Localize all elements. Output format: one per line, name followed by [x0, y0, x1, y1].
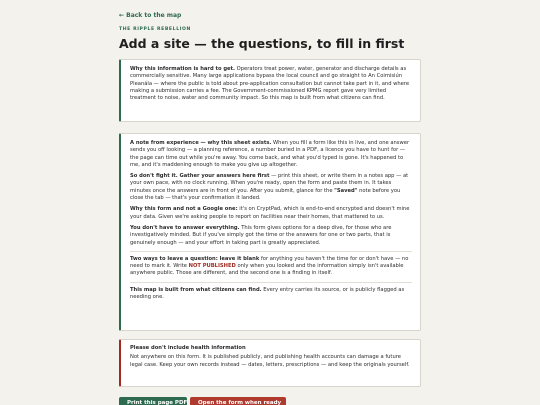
- not-published-flag: NOT PUBLISHED: [188, 263, 236, 270]
- intro-text: Operators treat power, water, generator and discharge details as commercially sensitive. Many large applications bypass the local council and go straight to An Coimisiún Pleanála — where the public is told about pre-application consultation but cannot take part in it, and where making a submission carries a fee. The Government-commissioned KPMG report gave very limited treatment to noise, water and community impact. So this map is built from what citizens can find.: [130, 66, 410, 102]
- health-warning-card: [119, 339, 421, 387]
- guide-paragraph-gather: [130, 173, 412, 202]
- intro-lead: Why this information is hard to get.: [130, 66, 235, 72]
- guide-paragraph-experience: [130, 140, 412, 169]
- guide-paragraph-optional: [130, 225, 412, 247]
- saved-note: "Saved": [334, 187, 358, 194]
- guide-gather-lead: So don't fight it. Gather your answers here first: [130, 173, 270, 180]
- guide-experience-text: When you fill a form like this in live, and one answer sends you off looking — a planning reference, a number buried in a PDF, a licence you have to hunt for — the page can time out while you're away. You come back, and what you'd typed is gone. It's happened to me, and it's maddening enough to make you give up altogether.: [130, 140, 410, 168]
- guide-blank-text-end: only when you looked and the information simply isn't available anywhere public. Those are different, and the second one is a finding in itself.: [130, 263, 404, 277]
- guide-cryptpad-text: it's on CryptPad, which is end-to-end encrypted and doesn't mine your data. Given we're asking people to report on facilities near their homes, that mattered to us.: [130, 206, 410, 220]
- guide-blank-text: for anything you haven't the time for or don't have — no need to mark it. Write: [130, 255, 409, 270]
- print-button[interactable]: Print this page PDF: [119, 397, 187, 405]
- page-title: Add a site — the questions, to fill in first: [119, 36, 405, 51]
- guide-optional-text: This form gives options for a deep dive, for those who are investigatively minded. But if you've simply got the time or the answers for one or two parts, that is genuinely enough — and your effort in taking part is greatly appreciated.: [130, 224, 392, 246]
- guide-card: [119, 133, 421, 331]
- guide-optional-lead: You don't have to answer everything.: [130, 224, 240, 231]
- guide-paragraph-citizens: [130, 287, 412, 302]
- guide-paragraph-blank: [130, 256, 412, 278]
- site-kicker: THE RIPPLE REBELLION: [119, 27, 191, 32]
- guide-citizens-lead: This map is built from what citizens can find.: [130, 286, 262, 293]
- divider: [130, 251, 412, 252]
- intro-card: [119, 59, 421, 122]
- warning-text: Not anywhere on this form. It is published publicly, and publishing health accounts can damage a future legal case. Keep your own records instead — dates, letters, prescriptions — and keep the originals yourself.: [130, 354, 410, 368]
- guide-gather-text: — print this sheet, or write them in a notes app — at your own pace, with no clock running. When you're ready, open the form and paste them in. It takes minutes once the answers are in front of you. After you submit, glance for the: [130, 173, 409, 194]
- guide-citizens-text: Every entry carries its source, or is publicly flagged as needing one.: [130, 286, 405, 301]
- intro-paragraph: [130, 66, 412, 102]
- guide-gather-text-end: note before you close the tab — that's your confirmation it landed.: [130, 187, 401, 202]
- open-form-button[interactable]: Open the form when ready: [190, 397, 286, 405]
- divider: [130, 282, 412, 283]
- guide-experience-lead: A note from experience — why this sheet exists.: [130, 140, 272, 146]
- guide-blank-lead: Two ways to leave a question: leave it blank: [130, 255, 260, 262]
- guide-cryptpad-lead: Why this form and not a Google one:: [130, 206, 238, 213]
- back-to-map-link[interactable]: ← Back to the map: [119, 12, 182, 19]
- guide-paragraph-cryptpad: [130, 206, 412, 221]
- warning-title: Please don't include health information: [130, 345, 246, 351]
